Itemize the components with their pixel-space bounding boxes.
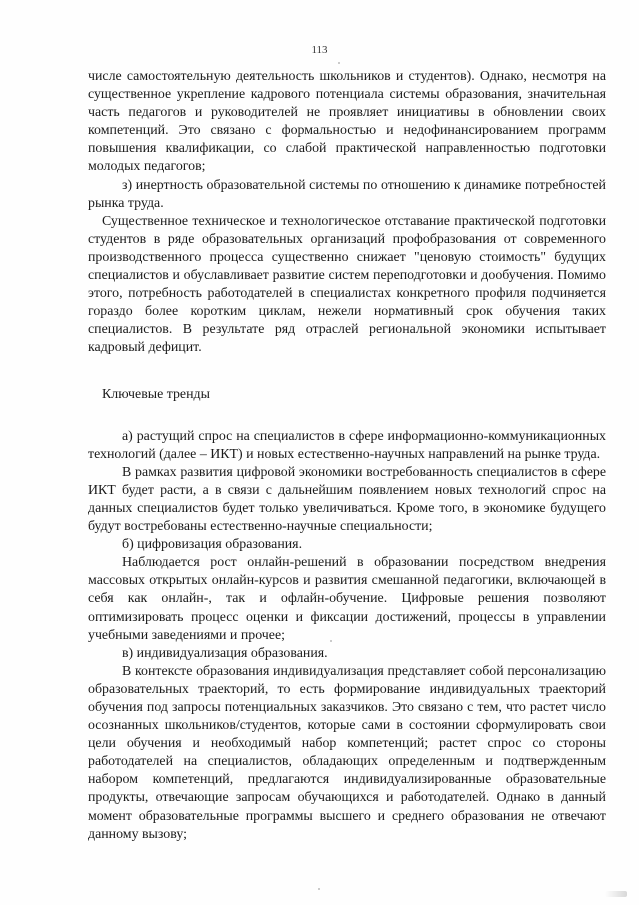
trend-c-title: в) индивидуализация образования. — [122, 645, 328, 661]
trend-a-title: а) растущий спрос на специалистов в сфере информационно-коммуникационных технологий (далее – ИКТ) и новых естественно-научных направлений на рынке труда. — [88, 428, 606, 462]
paragraph-continuation: числе самостоятельную деятельность школьников и студентов). Однако, несмотря на существенное укрепление кадрового потенциала системы образования, значительная часть педагогов и руководителей не проявляет инициативы в обновлении своих компетенций. Это связано с формальностью и недофинансированием программ повышения квалификации, со слабой практической направленностью подготовки молодых педагогов; — [88, 69, 606, 175]
paragraph-technical-lag: Существенное техническое и технологическое отставание практической подготовки студентов в ряде образовательных организаций профобразования от современного производственного процесса существенно снижает "ценовую стоимость" будущих специалистов и обуславливает развитие систем переподготовки и дообучения. Помимо этого, потребность работодателей в специалистах конкретного профиля подчиняется гораздо более коротким циклам, нежели нормативный срок обучения таких специалистов. В результате ряд отраслей региональной экономики испытывает кадровый дефицит. — [88, 213, 606, 356]
trend-c-text: В контексте образования индивидуализация представляет собой персонализацию образовательных траекторий, то есть формирование индивидуальных траекторий обучения под запросы потенциальных заказчиков. Это связано с тем, что растет число осознанных школьников/студентов, которые сами в состоянии сформулировать свои цели обучения и необходимый набор компетенций; растет спрос со стороны работодателей на специалистов, обладающих определенным и подтвержденным набором компетенций, предлагаются индивидуализированные образовательные продукты, отвечающие запросам обучающихся и работодателей. Однако в данный момент образовательные программы высшего и среднего образования не отвечают данному вызову; — [88, 663, 606, 842]
scan-speck — [318, 888, 320, 890]
scan-speck — [330, 640, 332, 642]
trend-a-text: В рамках развития цифровой экономики востребованность специалистов в сфере ИКТ будет расти, а в связи с дальнейшим появлением новых технологий спрос на данных специалистов будет только увеличиваться. Кроме того, в экономике будущего будут востребованы естественно-научные специальности; — [88, 464, 606, 535]
trend-b-title: б) цифровизация образования. — [122, 537, 303, 553]
document-body — [88, 68, 606, 844]
trend-b-text: Наблюдается рост онлайн-решений в образовании посредством внедрения массовых открытых онлайн-курсов и развития смешанной педагогики, включающей в себя как онлайн-, так и офлайн-обучение. Цифровые решения позволяют оптимизировать процесс оценки и фиксации достижений, процессы в управлении учебными заведениями и прочее; — [88, 555, 606, 643]
page-number: 113 — [311, 44, 328, 56]
list-item-z: з) инертность образовательной системы по отношению к динамике потребностей рынка труда. — [88, 177, 606, 211]
section-heading: Ключевые тренды — [102, 386, 210, 402]
scan-speck — [338, 62, 340, 64]
scan-edge-mark — [605, 891, 627, 897]
